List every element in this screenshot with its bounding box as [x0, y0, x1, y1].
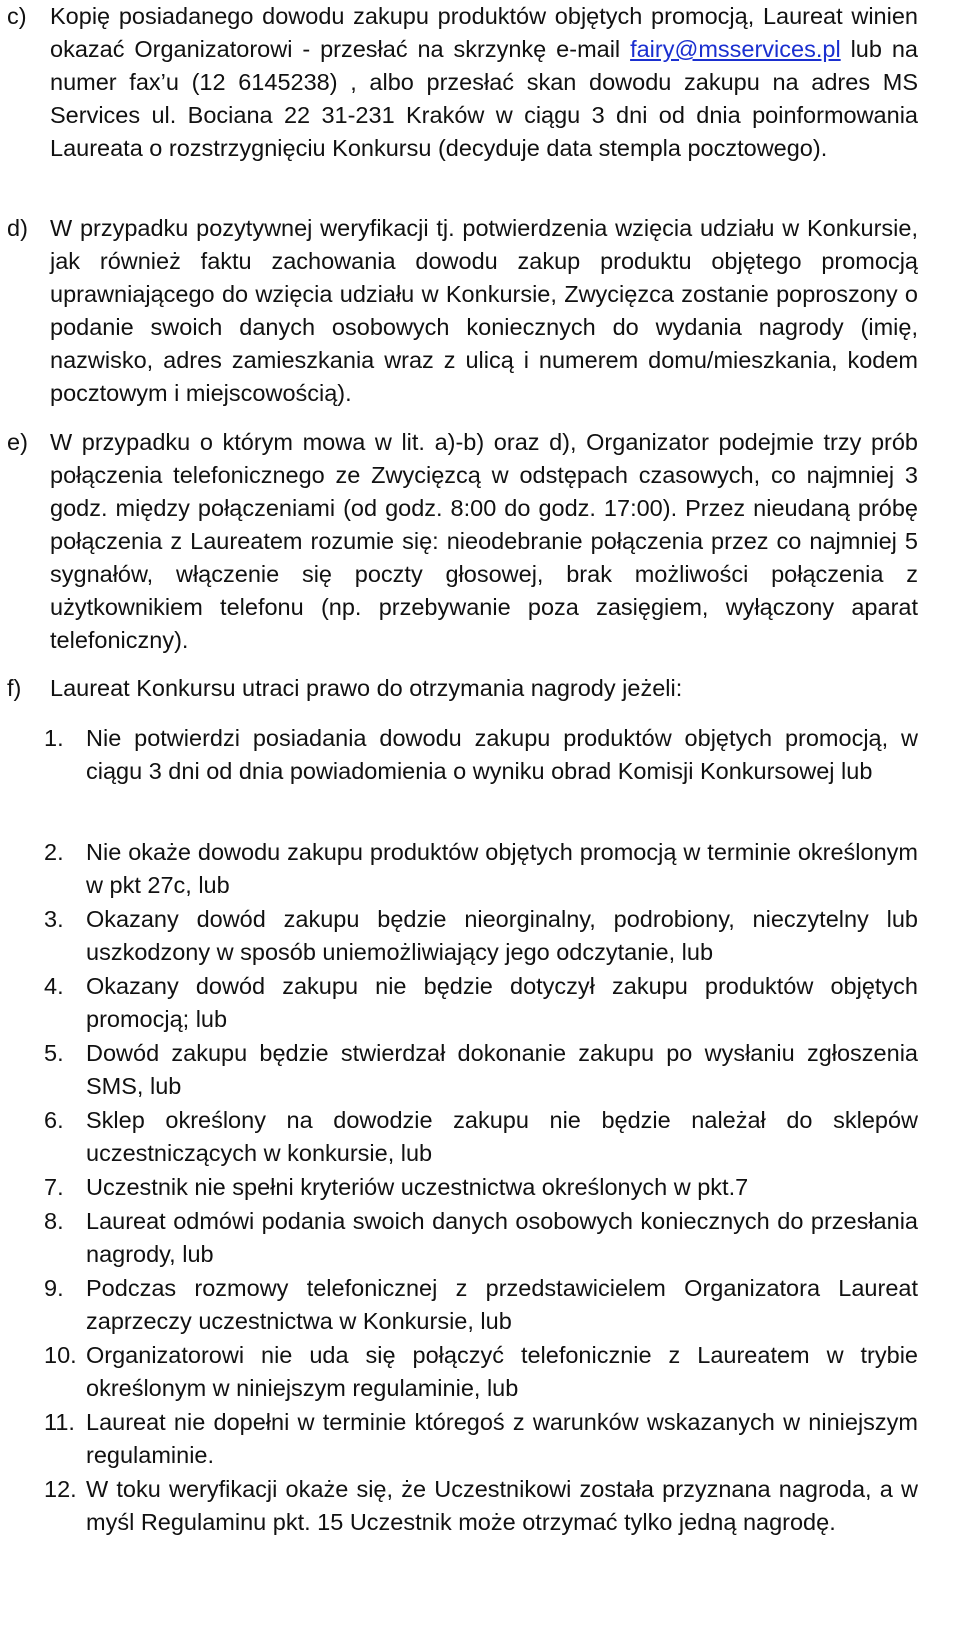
section-f-marker: f) [7, 675, 22, 701]
list-item-number: 2. [44, 839, 64, 865]
list-item-text: Nie potwierdzi posiadania dowodu zakupu produktów objętych promocją, w ciągu 3 dni od dnia powiadomienia o wyniku obrad Komisji Konkursowej lub [86, 725, 918, 784]
list-item-number: 11. [44, 1409, 75, 1435]
list-item-number: 6. [44, 1107, 64, 1133]
list-item-number: 10. [44, 1342, 77, 1368]
section-d-marker: d) [7, 215, 28, 241]
list-item-number: 5. [44, 1040, 64, 1066]
section-c-text-part1: Kopię posiadanego dowodu zakupu produktów objętych promocją, Laureat winien okazać Organizatorowi - przesłać na skrzynkę e-mail [50, 3, 918, 62]
list-item-text: Nie okaże dowodu zakupu produktów objętych promocją w terminie określonym w pkt 27c, lub [86, 839, 918, 898]
list-item-number: 4. [44, 973, 64, 999]
section-f-text: Laureat Konkursu utraci prawo do otrzymania nagrody jeżeli: [50, 675, 683, 701]
section-e-text: W przypadku o którym mowa w lit. a)-b) oraz d), Organizator podejmie trzy prób połączenia telefonicznego ze Zwycięzcą w odstępach czasowych, co najmniej 3 godz. między połączeniami (od godz. 8:00 do godz. 17:00). Przez nieudaną próbę połączenia z Laureatem rozumie się: nieodebranie połączenia przez co najmniej 5 sygnałów, włączenie się poczty głosowej, brak możliwości połączenia z użytkownikiem telefonu (np. przebywanie poza zasięgiem, wyłączony aparat telefoniczny). [50, 429, 918, 653]
list-item-text: Sklep określony na dowodzie zakupu nie będzie należał do sklepów uczestniczących w konkursie, lub [86, 1107, 918, 1166]
section-c-text-part2: lub na numer fax’u (12 6145238) , albo przesłać skan dowodu zakupu na adres MS Services ul. Bociana 22 31-231 Kraków w ciągu 3 dni od dnia poinformowania Laureata o rozstrzygnięciu Konkursu (decyduje data stempla pocztowego). [50, 36, 919, 161]
list-item-number: 3. [44, 906, 64, 932]
list-item-text: Organizatorowi nie uda się połączyć telefonicznie z Laureatem w trybie określonym w niniejszym regulaminie, lub [86, 1342, 918, 1401]
list-item-text: W toku weryfikacji okaże się, że Uczestnikowi została przyznana nagroda, a w myśl Regulaminu pkt. 15 Uczestnik może otrzymać tylko jedną nagrodę. [86, 1476, 918, 1535]
list-item-text: Uczestnik nie spełni kryteriów uczestnictwa określonych w pkt.7 [86, 1174, 749, 1200]
section-c-text [50, 0, 918, 165]
section-e-marker: e) [7, 429, 28, 455]
list-item-text: Laureat odmówi podania swoich danych osobowych koniecznych do przesłania nagrody, lub [86, 1208, 918, 1267]
list-item-number: 1. [44, 725, 64, 751]
list-item-text: Laureat nie dopełni w terminie któregoś z warunków wskazanych w niniejszym regulaminie. [86, 1409, 918, 1468]
list-item-text: Dowód zakupu będzie stwierdzał dokonanie zakupu po wysłaniu zgłoszenia SMS, lub [86, 1040, 918, 1099]
list-item-number: 7. [44, 1174, 64, 1200]
list-item-text: Okazany dowód zakupu nie będzie dotyczył zakupu produktów objętych promocją; lub [86, 973, 918, 1032]
list-item-number: 8. [44, 1208, 64, 1234]
email-link[interactable]: fairy@msservices.pl [630, 36, 841, 62]
list-item-text: Podczas rozmowy telefonicznej z przedstawicielem Organizatora Laureat zaprzeczy uczestnictwa w Konkursie, lub [86, 1275, 918, 1334]
section-c-marker: c) [7, 3, 27, 29]
list-item-text: Okazany dowód zakupu będzie nieorginalny, podrobiony, nieczytelny lub uszkodzony w sposób uniemożliwiający jego odczytanie, lub [86, 906, 918, 965]
list-item-number: 9. [44, 1275, 64, 1301]
section-d-text: W przypadku pozytywnej weryfikacji tj. potwierdzenia wzięcia udziału w Konkursie, jak również faktu zachowania dowodu zakup produktu objętego promocją uprawniającego do wzięcia udziału w Konkursie, Zwycięzca zostanie poproszony o podanie swoich danych osobowych koniecznych do wydania nagrody (imię, nazwisko, adres zamieszkania wraz z ulicą i numerem domu/mieszkania, kodem pocztowym i miejscowością). [50, 215, 918, 406]
list-item-number: 12. [44, 1476, 77, 1502]
